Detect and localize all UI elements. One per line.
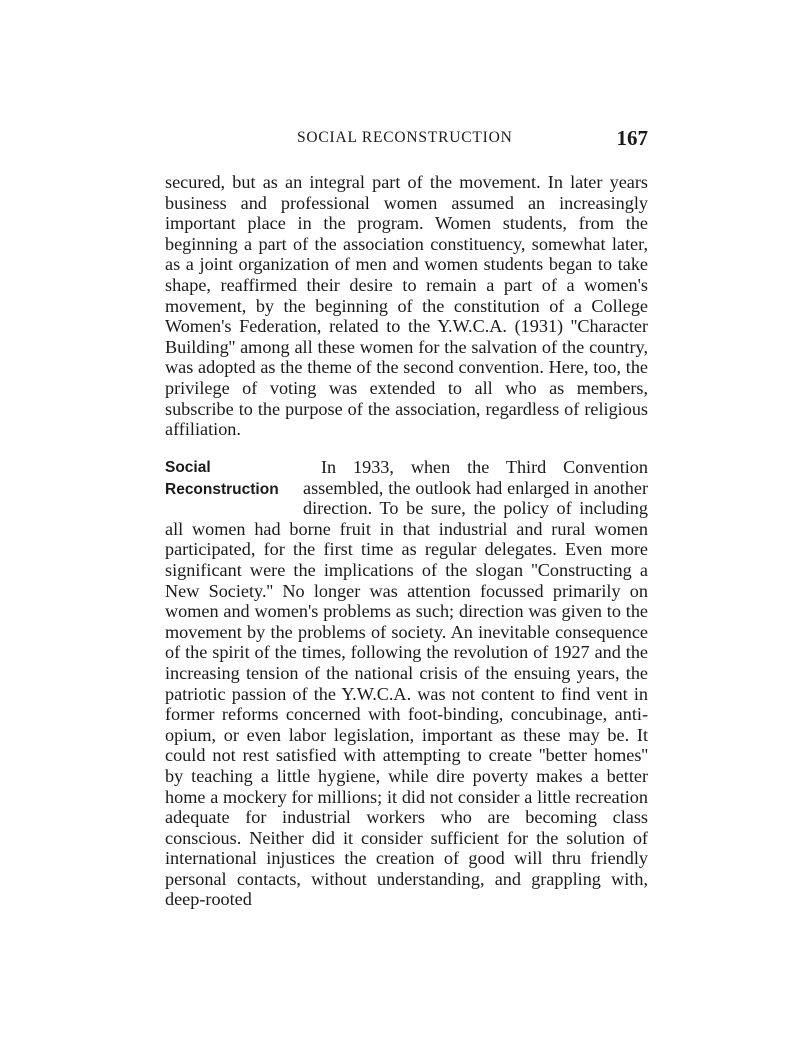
- side-heading-spacer: [165, 457, 303, 517]
- paragraph-2: [165, 457, 648, 910]
- paragraph-2-text: In 1933, when the Third Convention assembled, the outlook had enlarged in another direction. To be sure, the policy of including all women had borne fruit in that industrial and rural women participated, for the first time as regular delegates. Even more significant were the implications of the slogan ''Constructing a New Society.'' No longer was attention focussed primarily on women and women's problems as such; direction was given to the movement by the problems of society. An inevitable consequence of the spirit of the times, following the revolution of 1927 and the increasing tension of the national crisis of the ensuing years, the patriotic passion of the Y.W.C.A. was not content to find vent in former reforms concerned with foot-binding, concubinage, anti-opium, or even labor legislation, important as these may be. It could not rest satisfied with attempting to create ''better homes'' by teaching a little hygiene, while dire poverty makes a better home a mockery for millions; it did not consider a little recreation adequate for industrial workers who are becoming class conscious. Neither did it consider sufficient for the solution of international injustices the creation of good will thru friendly personal contacts, without understanding, and grappling with, deep-rooted: [165, 457, 648, 910]
- side-heading-line-2: Reconstruction: [165, 481, 279, 498]
- side-heading-line-1: Social: [165, 459, 211, 476]
- running-title: SOCIAL RECONSTRUCTION: [297, 129, 513, 146]
- paragraph-1: secured, but as an integral part of the movement. In later years business and professional women assumed an increasingly important place in the program. Women students, from the beginning a part of the association constituency, somewhat later, as a joint organization of men and women students began to take shape, reaffirmed their desire to remain a part of a women's movement, by the beginning of the constitution of a College Women's Federation, related to the Y.W.C.A. (1931) ''Character Building'' among all these women for the salvation of the country, was adopted as the theme of the second convention. Here, too, the privilege of voting was extended to all who as members, subscribe to the purpose of the association, regardless of religious affiliation.: [165, 172, 648, 440]
- page-number: 167: [616, 126, 648, 150]
- running-header: [165, 126, 648, 152]
